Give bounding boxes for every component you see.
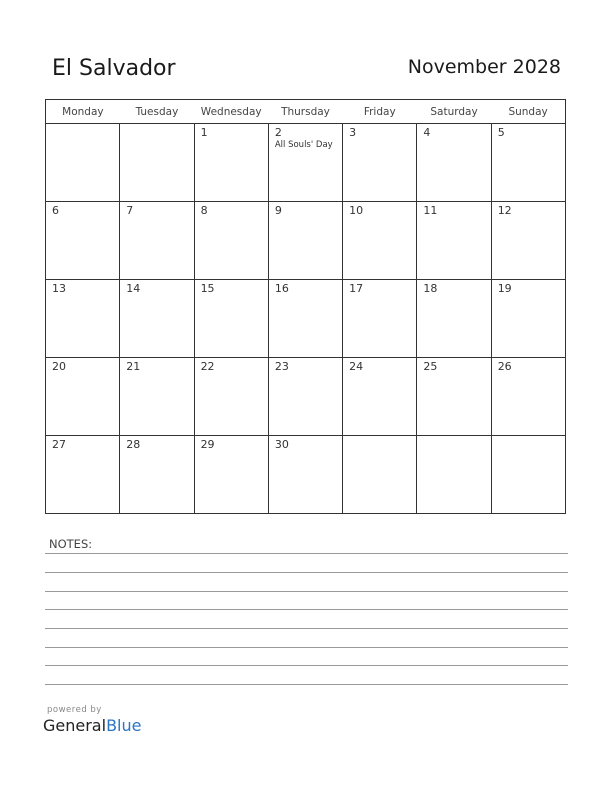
day-number: 17 [349,282,364,295]
day-cell [120,124,194,202]
day-number: 7 [126,204,134,217]
week-row [46,358,566,436]
week-row [46,436,566,514]
day-number: 6 [52,204,59,217]
day-number: 25 [423,360,438,373]
notes-label: NOTES: [49,537,93,551]
day-number [492,436,565,438]
day-number: 8 [200,204,208,217]
day-number [417,436,490,438]
day-number: 11 [423,204,438,217]
day-number: 29 [200,438,215,451]
month-year-label: November 2028 [407,56,561,78]
day-number: 24 [349,360,364,373]
note-line [45,572,568,573]
weekday-monday: Monday [46,100,120,124]
day-number: 15 [200,282,215,295]
note-line [45,665,568,666]
day-cell [491,280,565,358]
day-cell [343,358,417,436]
holiday-label: All Souls' Day [274,140,333,150]
day-cell [120,202,194,280]
day-number: 13 [52,282,66,295]
day-number [46,124,119,126]
day-cell [417,436,491,514]
generalblue-logo [43,716,141,735]
day-cell [417,280,491,358]
day-cell [46,436,120,514]
day-cell [491,358,565,436]
day-number [120,124,193,126]
day-cell [491,202,565,280]
week-row [46,280,566,358]
calendar-title: El Salvador [52,56,176,81]
day-number: 16 [274,282,289,295]
week-row [46,124,566,202]
brand-general: General [43,716,107,735]
day-cell [417,202,491,280]
weekday-saturday: Saturday [417,100,491,124]
note-line [45,647,568,648]
day-cell [343,436,417,514]
day-number: 30 [274,438,289,451]
weekday-header-row [46,100,566,124]
day-number: 22 [200,360,215,373]
day-cell [120,280,194,358]
weekday-wednesday: Wednesday [194,100,268,124]
weekday-sunday: Sunday [491,100,565,124]
day-cell [343,124,417,202]
day-cell [268,124,342,202]
day-cell [46,280,120,358]
weekday-tuesday: Tuesday [120,100,194,124]
weekday-friday: Friday [343,100,417,124]
day-cell [46,358,120,436]
day-cell [491,124,565,202]
day-number: 4 [423,126,431,139]
day-number: 10 [349,204,364,217]
day-cell [194,358,268,436]
day-cell [268,280,342,358]
day-number: 18 [423,282,438,295]
note-line [45,684,568,685]
day-number: 1 [200,126,208,139]
day-cell [268,436,342,514]
day-cell [343,280,417,358]
day-number: 20 [52,360,66,373]
day-cell [120,436,194,514]
day-cell [46,202,120,280]
week-row [46,202,566,280]
day-cell [120,358,194,436]
day-cell [268,202,342,280]
day-cell [491,436,565,514]
calendar-grid [45,99,566,514]
day-number: 3 [349,126,357,139]
day-cell [268,358,342,436]
day-cell [194,202,268,280]
day-cell [417,358,491,436]
day-number: 5 [497,126,505,139]
day-number: 14 [126,282,141,295]
day-number: 12 [497,204,512,217]
day-cell [194,124,268,202]
day-cell [194,436,268,514]
note-line [45,609,568,610]
day-cell [194,280,268,358]
day-cell [343,202,417,280]
day-number: 26 [497,360,512,373]
note-line [45,553,568,554]
powered-by-text: powered by [47,705,102,715]
note-line [45,591,568,592]
day-cell [46,124,120,202]
weekday-thursday: Thursday [268,100,342,124]
day-number: 28 [126,438,141,451]
day-cell [417,124,491,202]
note-line [45,628,568,629]
day-number: 21 [126,360,141,373]
day-number: 9 [274,204,282,217]
day-number [343,436,416,438]
day-number: 23 [274,360,289,373]
day-number: 2 [274,126,282,139]
day-number: 27 [52,438,66,451]
brand-blue: Blue [106,716,142,735]
day-number: 19 [497,282,512,295]
